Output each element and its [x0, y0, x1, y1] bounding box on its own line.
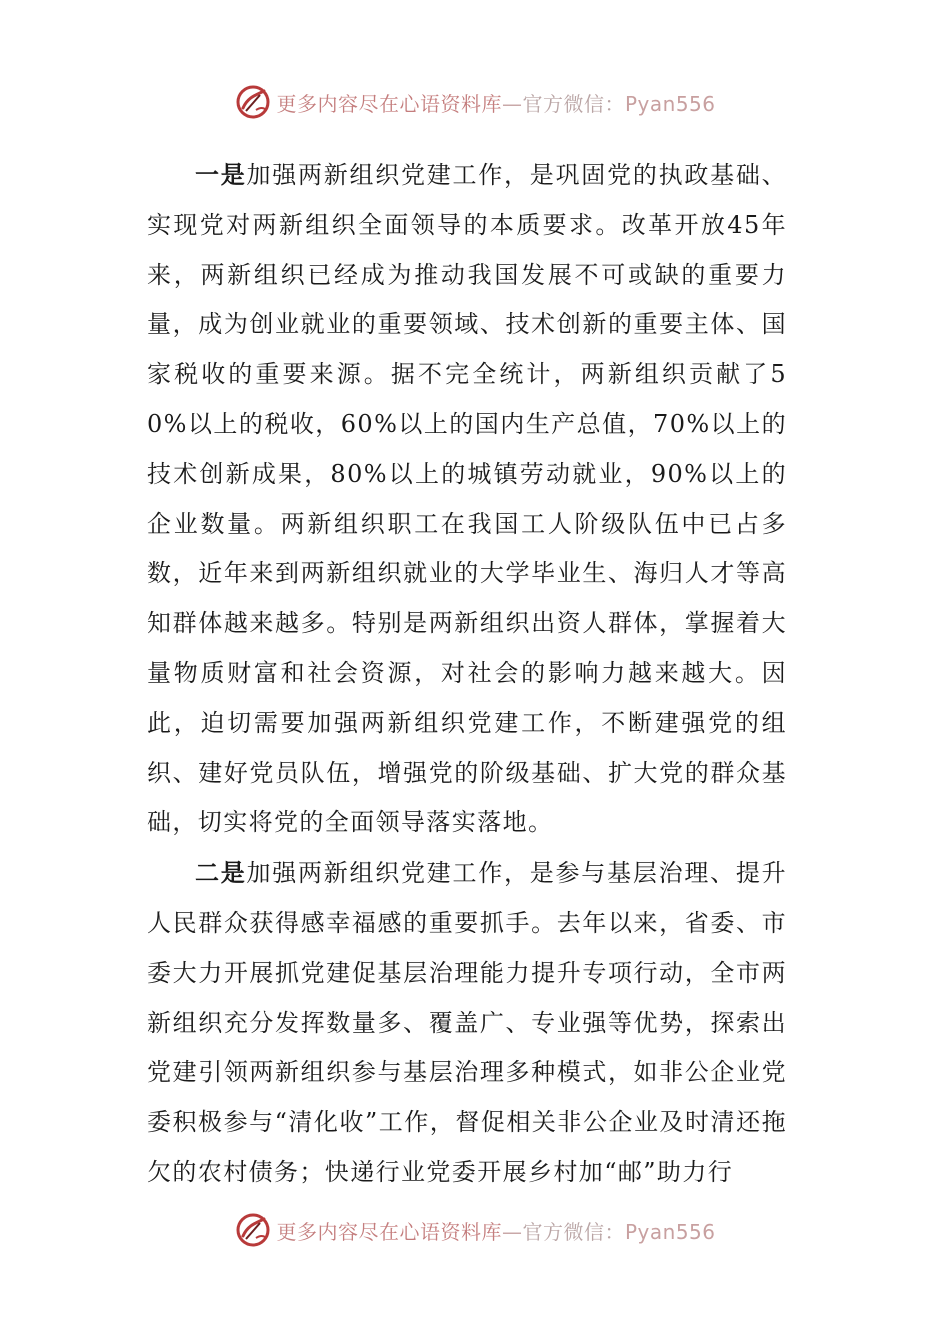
- footer-watermark-banner: [0, 1208, 950, 1252]
- library-text: 更多内容尽在心语资料库: [276, 1219, 502, 1244]
- paragraph-1-text: 加强两新组织党建工作，是巩固党的执政基础、实现党对两新组织全面领导的本质要求。改革开放45年来，两新组织已经成为推动我国发展不可或缺的重要力量，成为创业就业的重要领域、技术创新的重要主体、国家税收的重要来源。据不完全统计，两新组织贡献了50%以上的税收，60%以上的国内生产总值，70%以上的技术创新成果，80%以上的城镇劳动就业，90%以上的企业数量。两新组织职工在我国工人阶级队伍中已占多数，近年来到两新组织就业的大学毕业生、海归人才等高知群体越来越多。特别是两新组织出资人群体，掌握着大量物质财富和社会资源，对社会的影响力越来越大。因此，迫切需要加强两新组织党建工作，不断建强党的组织、建好党员队伍，增强党的阶级基础、扩大党的群众基础，切实将党的全面领导落实落地。: [147, 161, 787, 837]
- paragraph-2-text: 加强两新组织党建工作，是参与基层治理、提升人民群众获得感幸福感的重要抓手。去年以来，省委、市委大力开展抓党建促基层治理能力提升专项行动，全市两新组织充分发挥数量多、覆盖广、专业强等优势，探索出党建引领两新组织参与基层治理多种模式，如非公企业党委积极参与“清化收”工作，督促相关非公企业及时清还拖欠的农村债务；快递行业党委开展乡村加“邮”助力行: [147, 859, 787, 1186]
- dash-separator: —: [501, 1219, 523, 1244]
- paragraph-2: [147, 848, 787, 1198]
- wechat-id: Pyan556: [624, 1219, 716, 1244]
- pen-signature-logo-icon: [234, 83, 272, 121]
- library-text: 更多内容尽在心语资料库: [276, 91, 502, 116]
- wechat-label: 官方微信：: [522, 1219, 625, 1244]
- document-body: [147, 150, 787, 1198]
- header-watermark-banner: [0, 80, 950, 124]
- pen-signature-logo-icon: [234, 1211, 272, 1249]
- paragraph-1: [147, 150, 787, 848]
- wechat-label: 官方微信：: [522, 91, 625, 116]
- watermark-text: [276, 88, 715, 117]
- paragraph-2-lead: 二是: [195, 858, 247, 888]
- paragraph-1-lead: 一是: [195, 160, 247, 189]
- dash-separator: —: [501, 91, 523, 116]
- watermark-text: [276, 1216, 715, 1245]
- wechat-id: Pyan556: [624, 91, 716, 116]
